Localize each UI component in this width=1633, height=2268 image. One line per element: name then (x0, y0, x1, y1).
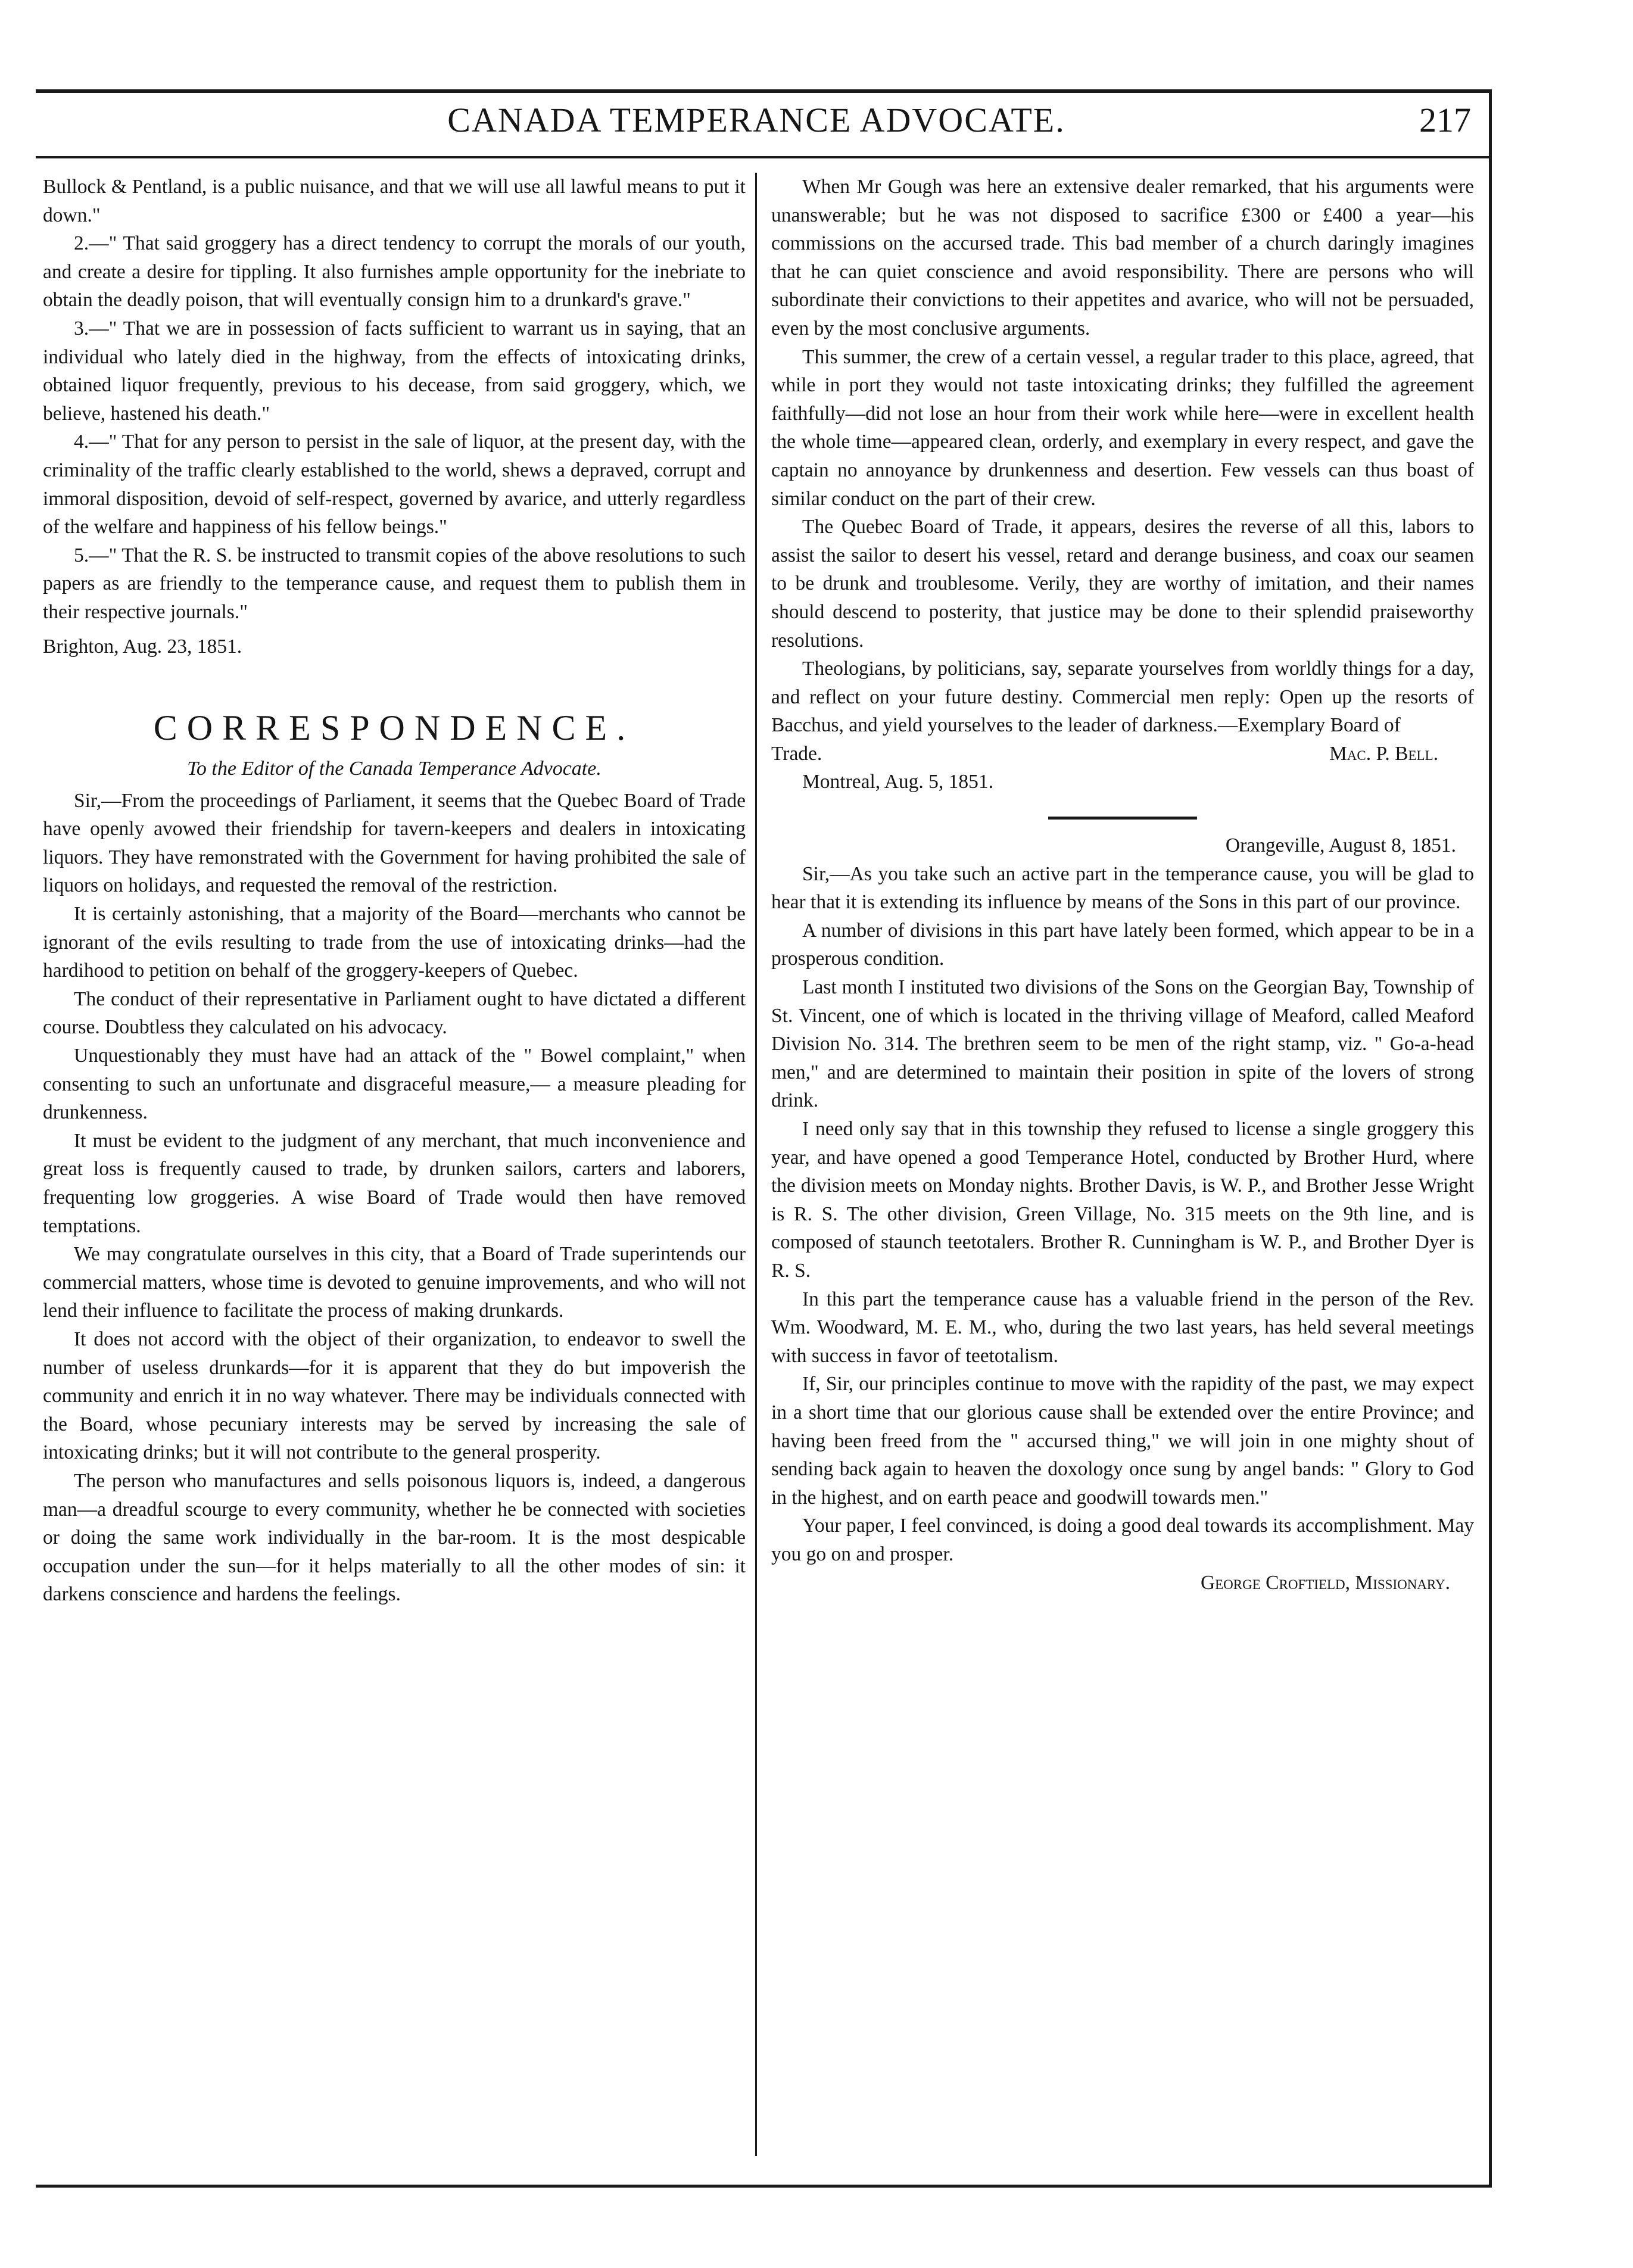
signature-row (771, 740, 1474, 768)
letter-paragraph: Sir,—From the proceedings of Parliament, it seems that the Quebec Board of Trade have openly avowed their friendship for tavern-keepers and dealers in intoxicating liquors. They have remonstrated with the Government for having prohibited the sale of liquors on holidays, and requested the removal of the restriction. (43, 789, 746, 897)
section-title-correspondence: CORRESPONDENCE. (153, 708, 635, 748)
dateline-orangeville: Orangeville, August 8, 1851. (1225, 834, 1456, 857)
dateline-montreal: Montreal, Aug. 5, 1851. (802, 771, 994, 793)
letter-subhead: To the Editor of the Canada Temperance Advocate. (187, 758, 602, 780)
letter-paragraph: It is certainly astonishing, that a majority of the Board—merchants who cannot be ignorant of the evils resulting to trade from the use of intoxicating drinks—had the hardihood to petition on behalf of the groggery-keepers of Quebec. (43, 903, 746, 982)
resolution-4: 4.—" That for any person to persist in the sale of liquor, at the present day, with the criminality of the traffic clearly established to the world, shews a depraved, corrupt and immoral disposition, devoid of self-respect, governed by avarice, and utterly regardless of the welfare and happiness of his fellow beings." (43, 431, 746, 538)
page-number: 217 (1419, 101, 1471, 139)
letter-paragraph: Theologians, by politicians, say, separate yourselves from worldly things for a day, and reflect on your future destiny. Commercial men reply: Open up the resorts of Bacchus, and yield yourselves to the leader of darkness.—Exemplary Board of (771, 658, 1474, 737)
letter-paragraph: Last month I instituted two divisions of the Sons on the Georgian Bay, Township of St. Vincent, one of which is located in the thriving village of Meaford, called Meaford Division No. 314. The brethren seem to be men of the right stamp, viz. " Go-a-head men," and are determined to maintain their position in spite of the lovers of strong drink. (771, 976, 1474, 1112)
letter-paragraph: Your paper, I feel convinced, is doing a good deal towards its accomplishment. May you go on and prosper. (771, 1515, 1474, 1565)
left-column (43, 173, 746, 1609)
letter-separator (1048, 817, 1197, 820)
resolution-3: 3.—" That we are in possession of facts sufficient to warrant us in saying, that an individual who lately died in the highway, from the effects of intoxicating drinks, obtained liquor frequently, previous to his decease, from said groggery, which, we believe, hastened his death." (43, 317, 746, 425)
running-title: CANADA TEMPERANCE ADVOCATE. (447, 101, 1065, 139)
letter-paragraph: The person who manufactures and sells poisonous liquors is, indeed, a dangerous man—a dreadful scourge to every community, whether he be connected with societies or doing the same work individually in the bar-room. It is the most despicable occupation under the sun—for it helps materially to all the other modes of sin: it darkens conscience and hardens the feelings. (43, 1469, 746, 1606)
column-divider (755, 173, 757, 2156)
resolution-5: 5.—" That the R. S. be instructed to transmit copies of the above resolutions to such papers as are friendly to the temperance cause, and request them to publish them in their respective journals." (43, 544, 746, 623)
letter-paragraph: This summer, the crew of a certain vessel, a regular trader to this place, agreed, that while in port they would not taste intoxicating drinks; they fulfilled the agreement faithfully—did not lose an hour from their work while here—were in excellent health the whole time—appeared clean, orderly, and exemplary in every respect, and gave the captain no annoyance by drunkenness and desertion. Few vessels can thus boast of similar conduct on the part of their crew. (771, 345, 1474, 510)
page-header (42, 100, 1471, 154)
resolution-tail: Bullock & Pentland, is a public nuisance, and that we will use all lawful means to put it down." (43, 176, 746, 226)
bottom-rule (36, 2185, 1492, 2188)
letter-paragraph: We may congratulate ourselves in this city, that a Board of Trade superintends our commercial matters, whose time is devoted to genuine improvements, and who will not lend their influence to facilitate the process of making drunkards. (43, 1243, 746, 1322)
letter-paragraph: It does not accord with the object of their organization, to endeavor to swell the number of useless drunkards—for it is apparent that they do but impoverish the community and enrich it in no way whatever. There may be individuals connected with the Board, whose pecuniary interests may be served by increasing the sale of intoxicating drinks; but it will not contribute to the general prosperity. (43, 1328, 746, 1464)
letter-paragraph: If, Sir, our principles continue to move with the rapidity of the past, we may expect in a short time that our glorious cause shall be extended over the entire Province; and having been freed from the " accursed thing," we will join in one mighty shout of sending back again to heaven the doxology once sung by angel bands: " Glory to God in the highest, and on earth peace and goodwill towards men." (771, 1373, 1474, 1509)
letter-paragraph: I need only say that in this township they refused to license a single groggery this year, and have opened a good Temperance Hotel, conducted by Brother Hurd, where the division meets on Monday nights. Brother Davis, is W. P., and Brother Jesse Wright is R. S. The other division, Green Village, No. 315 meets on the 9th line, and is composed of staunch teetotalers. Brother R. Cunningham is W. P., and Brother Dyer is R. S. (771, 1118, 1474, 1282)
letter-paragraph: Sir,—As you take such an active part in the temperance cause, you will be glad to hear that it is extending its influence by means of the Sons in this part of our province. (771, 862, 1474, 914)
letter-paragraph: The conduct of their representative in Parliament ought to have dictated a different course. Doubtless they calculated on his advocacy. (43, 987, 746, 1039)
signature-bell: Mac. P. Bell. (1329, 742, 1438, 765)
letter-paragraph: Unquestionably they must have had an attack of the " Bowel complaint," when consenting to such an unfortunate and disgraceful measure,— a measure pleading for drunkenness. (43, 1045, 746, 1124)
letter-paragraph: A number of divisions in this part have lately been formed, which appear to be in a prosperous condition. (771, 919, 1474, 970)
signature-croftield: George Croftield, Missionary. (1200, 1571, 1450, 1594)
dateline-brighton: Brighton, Aug. 23, 1851. (43, 635, 242, 658)
letter-paragraph: The Quebec Board of Trade, it appears, desires the reverse of all this, labors to assist the sailor to desert his vessel, retard and derange business, and coax our seamen to be drunk and troublesome. Verily, they are worthy of imitation, and their names should descend to posterity, that justice may be done to their splendid praiseworthy resolutions. (771, 516, 1474, 652)
letter-paragraph: It must be evident to the judgment of any merchant, that much inconvenience and great loss is frequently caused to trade, by drunken sailors, carters and laborers, frequenting low groggeries. A wise Board of Trade would then have removed temptations. (43, 1129, 746, 1237)
top-rule (36, 89, 1489, 93)
header-rule (36, 156, 1489, 158)
letter-paragraph: In this part the temperance cause has a valuable friend in the person of the Rev. Wm. Woodward, M. E. M., who, during the two last years, has held several meetings with success in favor of teetotalism. (771, 1288, 1474, 1367)
letter-paragraph: When Mr Gough was here an extensive dealer remarked, that his arguments were unanswerable; but he was not disposed to sacrifice £300 or £400 a year—his commissions on the accursed trade. This bad member of a church daringly imagines that he can quiet conscience and avoid responsibility. There are persons who will subordinate their convictions to their appetites and avarice, who will not be persuaded, even by the most conclusive arguments. (771, 176, 1474, 339)
resolution-2: 2.—" That said groggery has a direct tendency to corrupt the morals of our youth, and create a desire for tippling. It also furnishes ample opportunity for the inebriate to obtain the deadly poison, that will eventually consign him to a drunkard's grave." (43, 232, 746, 311)
right-column (771, 173, 1474, 1597)
closing-word: Trade. (771, 742, 822, 765)
right-border (1489, 89, 1492, 2186)
